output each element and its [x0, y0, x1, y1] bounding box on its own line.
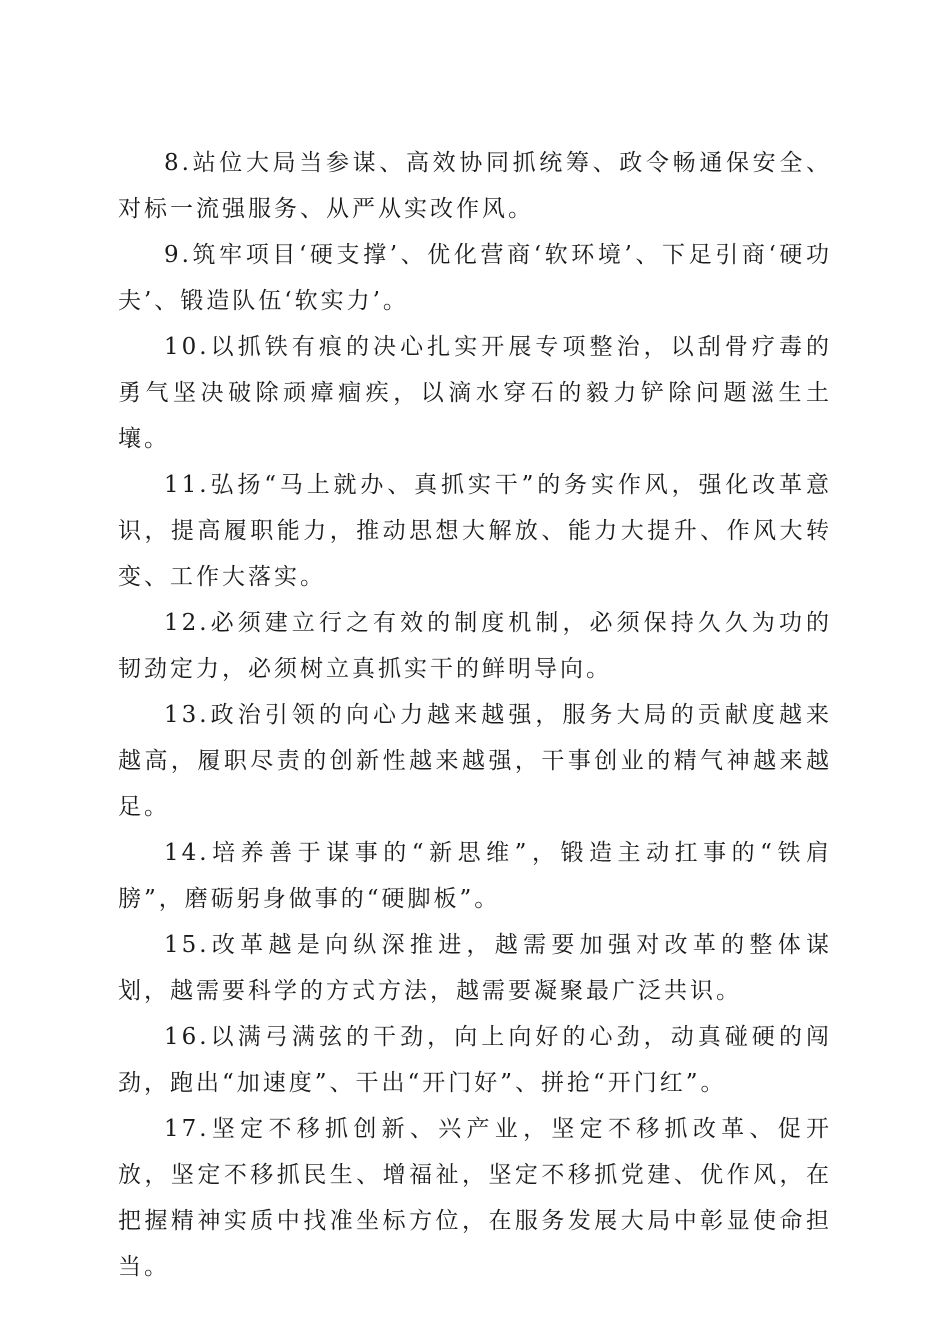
- paragraph-10: 10.以抓铁有痕的决心扎实开展专项整治，以刮骨疗毒的勇气坚决破除顽瘴痼疾，以滴水穿石的毅力铲除问题滋生土壤。: [118, 334, 832, 452]
- paragraph-16: 16.以满弓满弦的干劲，向上向好的心劲，动真碰硬的闯劲，跑出“加速度”、干出“开门好”、拼抢“开门红”。: [118, 1024, 832, 1096]
- paragraph-17: 17.坚定不移抓创新、兴产业，坚定不移抓改革、促开放，坚定不移抓民生、增福祉，坚定不移抓党建、优作风，在把握精神实质中找准坐标方位，在服务发展大局中彰显使命担当。: [118, 1116, 832, 1280]
- paragraph-9: 9.筑牢项目‘硬支撑’、优化营商‘软环境’、下足引商‘硬功夫’、锻造队伍‘软实力’。: [118, 242, 832, 314]
- paragraph-14: 14.培养善于谋事的“新思维”，锻造主动扛事的“铁肩膀”，磨砺躬身做事的“硬脚板”。: [118, 840, 832, 912]
- document-body: [118, 140, 832, 1290]
- paragraph-15: 15.改革越是向纵深推进，越需要加强对改革的整体谋划，越需要科学的方式方法，越需要凝聚最广泛共识。: [118, 932, 832, 1004]
- paragraph-8: 8.站位大局当参谋、高效协同抓统筹、政令畅通保安全、对标一流强服务、从严从实改作风。: [118, 150, 832, 222]
- paragraph-13: 13.政治引领的向心力越来越强，服务大局的贡献度越来越高，履职尽责的创新性越来越强，干事创业的精气神越来越足。: [118, 702, 832, 820]
- paragraph-12: 12.必须建立行之有效的制度机制，必须保持久久为功的韧劲定力，必须树立真抓实干的鲜明导向。: [118, 610, 832, 682]
- paragraph-11: 11.弘扬“马上就办、真抓实干”的务实作风，强化改革意识，提高履职能力，推动思想大解放、能力大提升、作风大转变、工作大落实。: [118, 472, 832, 590]
